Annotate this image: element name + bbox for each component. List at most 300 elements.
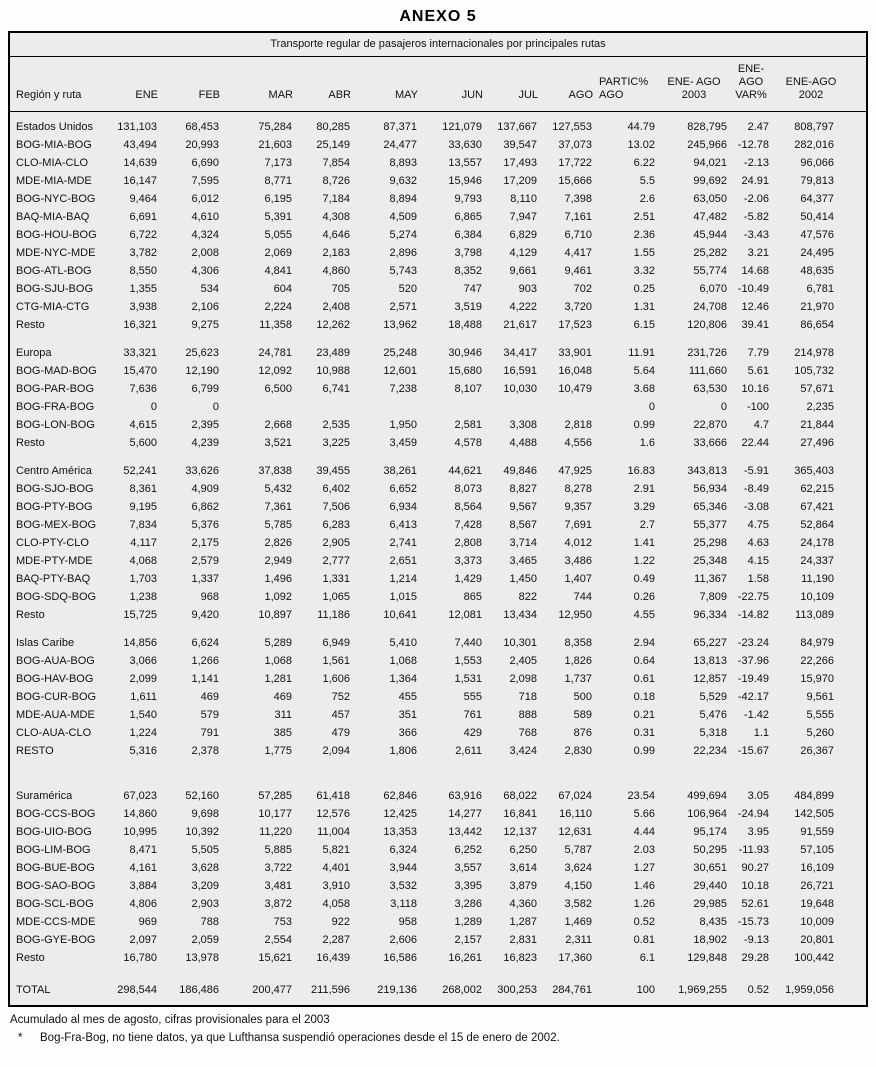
value-cell: 3,286 <box>454 898 482 910</box>
value-cell: 22,870 <box>693 419 727 431</box>
value-cell: 8,894 <box>389 193 417 205</box>
route-row <box>10 841 866 859</box>
value-cell: 8,771 <box>264 175 292 187</box>
value-cell: 4,860 <box>322 265 350 277</box>
value-cell: 39.41 <box>741 319 769 331</box>
value-cell: 52,160 <box>185 790 219 802</box>
value-cell: 17,493 <box>503 157 537 169</box>
value-cell: 3,557 <box>454 862 482 874</box>
route-label: BOG-SCL-BOG <box>16 898 94 910</box>
value-cell: 2,903 <box>191 898 219 910</box>
value-cell: 24,337 <box>800 555 834 567</box>
value-cell: 12,092 <box>258 365 292 377</box>
value-cell: 6,741 <box>322 383 350 395</box>
value-cell: 10,988 <box>316 365 350 377</box>
value-cell: 1,407 <box>564 573 592 585</box>
value-cell: 5,743 <box>389 265 417 277</box>
value-cell: 50,414 <box>800 211 834 223</box>
value-cell: 20,801 <box>800 934 834 946</box>
value-cell: 231,726 <box>687 347 727 359</box>
value-cell: 1,068 <box>264 655 292 667</box>
value-cell: 10,995 <box>123 826 157 838</box>
value-cell: 1,703 <box>129 573 157 585</box>
value-cell: 5,432 <box>264 483 292 495</box>
column-header-ene-ago-var%: ENE-AGO VAR% <box>730 57 772 112</box>
value-cell: 903 <box>518 283 537 295</box>
value-cell: 1,737 <box>564 673 592 685</box>
value-cell: 13,962 <box>383 319 417 331</box>
value-cell: 21,844 <box>800 419 834 431</box>
value-cell: 6,710 <box>564 229 592 241</box>
value-cell: 20,993 <box>185 139 219 151</box>
value-cell: 1,214 <box>389 573 417 585</box>
route-label: CLO-AUA-CLO <box>16 727 92 739</box>
value-cell: 3,519 <box>454 301 482 313</box>
route-row <box>10 570 866 588</box>
value-cell: -3.43 <box>743 229 769 241</box>
value-cell: 2,106 <box>191 301 219 313</box>
value-cell: 8,107 <box>454 383 482 395</box>
value-cell: 3,521 <box>264 437 292 449</box>
value-cell: 4,058 <box>322 898 350 910</box>
value-cell: 5,529 <box>699 691 727 703</box>
value-cell: -9.13 <box>743 934 769 946</box>
value-cell: 705 <box>331 283 350 295</box>
value-cell: 96,066 <box>800 157 834 169</box>
route-label: BOG-CUR-BOG <box>16 691 97 703</box>
value-cell: 7,184 <box>322 193 350 205</box>
route-row <box>10 190 866 208</box>
route-label: Islas Caribe <box>16 637 75 649</box>
value-cell: 12,262 <box>316 319 350 331</box>
value-cell: 6.1 <box>639 952 655 964</box>
value-cell: 15,970 <box>800 673 834 685</box>
value-cell: 3,782 <box>129 247 157 259</box>
value-cell: 33,321 <box>123 347 157 359</box>
value-cell: 21,603 <box>258 139 292 151</box>
value-cell: 14,277 <box>448 808 482 820</box>
value-cell: 11,186 <box>317 609 350 621</box>
value-cell: 105,732 <box>794 365 834 377</box>
value-cell: 2.51 <box>633 211 655 223</box>
value-cell: 29,985 <box>693 898 727 910</box>
footnotes <box>10 1011 868 1047</box>
value-cell: 0.52 <box>633 916 655 928</box>
value-cell: 1,561 <box>322 655 350 667</box>
value-cell: 3,481 <box>264 880 292 892</box>
value-cell: 10,392 <box>185 826 219 838</box>
value-cell: 16,841 <box>503 808 537 820</box>
table-header-row <box>10 57 866 112</box>
value-cell: 5.5 <box>639 175 655 187</box>
value-cell: 6,384 <box>454 229 482 241</box>
value-cell: 8,550 <box>129 265 157 277</box>
value-cell: 2.91 <box>633 483 655 495</box>
value-cell: 4,488 <box>509 437 537 449</box>
value-cell: 6,949 <box>322 637 350 649</box>
route-label: BOG-SJU-BOG <box>16 283 94 295</box>
value-cell: 5,787 <box>564 844 592 856</box>
value-cell: -37.96 <box>737 655 769 667</box>
value-cell: 62,215 <box>800 483 834 495</box>
route-row <box>10 416 866 434</box>
value-cell: 3,395 <box>454 880 482 892</box>
value-cell: 3,225 <box>322 437 350 449</box>
value-cell: 5,391 <box>264 211 292 223</box>
value-cell <box>353 398 420 416</box>
value-cell: 4,615 <box>129 419 157 431</box>
value-cell: 2,378 <box>191 745 219 757</box>
value-cell: 67,023 <box>123 790 157 802</box>
value-cell: 12,137 <box>503 826 537 838</box>
value-cell: 2.6 <box>639 193 655 205</box>
value-cell: 2,224 <box>264 301 292 313</box>
data-table <box>10 57 866 1005</box>
value-cell: 5.61 <box>747 365 769 377</box>
value-cell: 38,261 <box>383 465 417 477</box>
value-cell: 6,690 <box>191 157 219 169</box>
value-cell: 1,224 <box>129 727 157 739</box>
value-cell: 1.6 <box>639 437 655 449</box>
value-cell: 3,614 <box>509 862 537 874</box>
value-cell: 56,934 <box>693 483 727 495</box>
value-cell: 2,094 <box>322 745 350 757</box>
value-cell: 219,136 <box>377 984 417 996</box>
value-cell: 7,947 <box>509 211 537 223</box>
value-cell: 5,289 <box>264 637 292 649</box>
footnote-bog-fra <box>10 1029 868 1047</box>
value-cell: 16,110 <box>559 808 592 820</box>
value-cell: 753 <box>273 916 292 928</box>
value-cell: 29.28 <box>741 952 769 964</box>
value-cell: 13,434 <box>503 609 537 621</box>
value-cell: 4,012 <box>564 537 592 549</box>
value-cell: 4,222 <box>509 301 537 313</box>
value-cell: 10,177 <box>258 808 292 820</box>
route-label: BOG-UIO-BOG <box>16 826 92 838</box>
value-cell: -19.49 <box>737 673 769 685</box>
route-label: CLO-PTY-CLO <box>16 537 89 549</box>
value-cell: 30,946 <box>448 347 482 359</box>
route-label: BOG-PTY-BOG <box>16 501 93 513</box>
value-cell: 7,173 <box>264 157 292 169</box>
value-cell: 1,364 <box>389 673 417 685</box>
route-row <box>10 652 866 670</box>
value-cell: 10,897 <box>258 609 292 621</box>
value-cell <box>485 398 540 416</box>
section-gap <box>10 760 866 787</box>
value-cell: 11.91 <box>628 347 655 359</box>
value-cell: -2.13 <box>743 157 769 169</box>
value-cell: 23,489 <box>316 347 350 359</box>
route-label: Resto <box>16 437 45 449</box>
value-cell: 68,022 <box>503 790 537 802</box>
value-cell: 500 <box>573 691 592 703</box>
value-cell: 127,553 <box>552 121 592 133</box>
value-cell: 1.46 <box>633 880 655 892</box>
value-cell: 33,630 <box>448 139 482 151</box>
value-cell: 4,239 <box>191 437 219 449</box>
route-label: BOG-SAO-BOG <box>16 880 96 892</box>
value-cell: 7,398 <box>564 193 592 205</box>
value-cell: 21,617 <box>503 319 537 331</box>
value-cell: 9,698 <box>191 808 219 820</box>
value-cell: 5,318 <box>699 727 727 739</box>
section-gap <box>10 624 866 634</box>
value-cell: 7,691 <box>564 519 592 531</box>
value-cell: 61,418 <box>316 790 350 802</box>
value-cell: 4,308 <box>322 211 350 223</box>
value-cell: 67,421 <box>800 501 834 513</box>
value-cell: 17,523 <box>558 319 592 331</box>
value-cell: 12,081 <box>448 609 482 621</box>
value-cell: 4.75 <box>747 519 769 531</box>
route-row <box>10 316 866 334</box>
value-cell: -12.78 <box>737 139 769 151</box>
route-label: CTG-MIA-CTG <box>16 301 90 313</box>
route-label: BOG-NYC-BOG <box>16 193 96 205</box>
value-cell: 6,500 <box>264 383 292 395</box>
route-label: MDE-NYC-MDE <box>16 247 96 259</box>
value-cell: 22,266 <box>800 655 834 667</box>
value-cell: 15,680 <box>448 365 482 377</box>
route-label: BOG-HAV-BOG <box>16 673 94 685</box>
column-header-may: MAY <box>353 57 420 112</box>
value-cell: 6,283 <box>322 519 350 531</box>
route-label: BOG-FRA-BOG <box>16 401 95 413</box>
value-cell: 2,651 <box>389 555 417 567</box>
route-row <box>10 362 866 380</box>
value-cell: 3,582 <box>564 898 592 910</box>
value-cell: 7,595 <box>191 175 219 187</box>
value-cell: 2,311 <box>565 934 592 946</box>
value-cell: 52.61 <box>741 898 769 910</box>
value-cell: 2,830 <box>564 745 592 757</box>
value-cell: 11,367 <box>694 573 727 585</box>
value-cell: 284,761 <box>552 984 592 996</box>
value-cell: 0.26 <box>633 591 655 603</box>
route-row <box>10 805 866 823</box>
column-header-ene: ENE <box>110 57 160 112</box>
value-cell: 1.41 <box>633 537 655 549</box>
value-cell: 4,150 <box>564 880 592 892</box>
route-label: BAQ-MIA-BAQ <box>16 211 90 223</box>
value-cell: 4,556 <box>564 437 592 449</box>
value-cell: 12,190 <box>185 365 219 377</box>
value-cell: 12.46 <box>741 301 769 313</box>
value-cell: 2,741 <box>389 537 417 549</box>
value-cell: 1,969,255 <box>678 984 727 996</box>
gap-cell <box>10 760 866 787</box>
value-cell: 33,626 <box>185 465 219 477</box>
route-row <box>10 136 866 154</box>
value-cell: 13,978 <box>185 952 219 964</box>
column-header-abr: ABR <box>295 57 353 112</box>
value-cell: 9,195 <box>129 501 157 513</box>
value-cell: 13,442 <box>448 826 482 838</box>
route-label: BOG-CCS-BOG <box>16 808 96 820</box>
route-label: BOG-AUA-BOG <box>16 655 95 667</box>
value-cell: 3,872 <box>264 898 292 910</box>
value-cell: 14,856 <box>123 637 157 649</box>
value-cell: 3,209 <box>191 880 219 892</box>
value-cell: 300,253 <box>497 984 537 996</box>
value-cell: 111,660 <box>688 365 727 377</box>
column-header-partic%-ago: PARTIC% AGO <box>595 57 658 112</box>
value-cell: 865 <box>463 591 482 603</box>
value-cell: 1.58 <box>747 573 769 585</box>
value-cell: 37,838 <box>258 465 292 477</box>
value-cell: 5,885 <box>264 844 292 856</box>
value-cell: 455 <box>398 691 417 703</box>
value-cell: 6,252 <box>454 844 482 856</box>
value-cell: 457 <box>331 709 350 721</box>
value-cell: 68,453 <box>185 121 219 133</box>
value-cell: 9,632 <box>389 175 417 187</box>
route-row <box>10 877 866 895</box>
value-cell: 4,509 <box>389 211 417 223</box>
value-cell: 6,934 <box>389 501 417 513</box>
value-cell: 718 <box>518 691 537 703</box>
region-total-row <box>10 112 866 137</box>
value-cell: 6,195 <box>264 193 292 205</box>
value-cell: 0 <box>720 401 727 413</box>
value-cell: 6,413 <box>389 519 417 531</box>
gap-cell <box>10 967 866 981</box>
route-row <box>10 670 866 688</box>
value-cell: 3,910 <box>322 880 350 892</box>
value-cell: 2,831 <box>509 934 537 946</box>
value-cell: 10,030 <box>503 383 537 395</box>
value-cell: 429 <box>463 727 482 739</box>
value-cell: 90.27 <box>741 862 769 874</box>
value-cell: 351 <box>398 709 417 721</box>
value-cell: 8,110 <box>510 193 537 205</box>
value-cell: 25,248 <box>383 347 417 359</box>
value-cell: 15,666 <box>558 175 592 187</box>
value-cell: -42.17 <box>737 691 769 703</box>
value-cell: 16,109 <box>800 862 834 874</box>
value-cell: 21,970 <box>800 301 834 313</box>
value-cell: 3,459 <box>389 437 417 449</box>
value-cell: 469 <box>273 691 292 703</box>
value-cell: 0 <box>212 401 219 413</box>
value-cell: 1,806 <box>389 745 417 757</box>
value-cell: 62,846 <box>383 790 417 802</box>
value-cell: 8,564 <box>454 501 482 513</box>
value-cell: 3.05 <box>747 790 769 802</box>
value-cell: 1,065 <box>322 591 350 603</box>
value-cell: 11,190 <box>801 573 834 585</box>
value-cell: 47,482 <box>693 211 727 223</box>
value-cell: 131,103 <box>117 121 157 133</box>
route-label: MDE-CCS-MDE <box>16 916 96 928</box>
value-cell: 2,287 <box>322 934 350 946</box>
section-gap <box>10 452 866 462</box>
value-cell: 4.63 <box>747 537 769 549</box>
value-cell: 22.44 <box>741 437 769 449</box>
value-cell: 24,495 <box>800 247 834 259</box>
value-cell: 200,477 <box>252 984 292 996</box>
value-cell: 0 <box>150 401 157 413</box>
route-label: BOG-SDQ-BOG <box>16 591 97 603</box>
value-cell: 1,015 <box>389 591 417 603</box>
value-cell: -23.24 <box>737 637 769 649</box>
value-cell: 2,395 <box>191 419 219 431</box>
value-cell: 2,175 <box>191 537 219 549</box>
route-row <box>10 154 866 172</box>
value-cell: 1,950 <box>389 419 417 431</box>
value-cell: 24.91 <box>741 175 769 187</box>
value-cell: 744 <box>573 591 592 603</box>
value-cell: 499,694 <box>687 790 727 802</box>
value-cell: 1.55 <box>633 247 655 259</box>
value-cell: 788 <box>200 916 219 928</box>
value-cell: 366 <box>398 727 417 739</box>
value-cell: 1.26 <box>633 898 655 910</box>
value-cell: 7,440 <box>454 637 482 649</box>
value-cell: 6,624 <box>191 637 219 649</box>
value-cell: 95,174 <box>693 826 727 838</box>
value-cell: 5,260 <box>806 727 834 739</box>
route-label: MDE-AUA-MDE <box>16 709 95 721</box>
value-cell: 33,666 <box>693 437 727 449</box>
value-cell: 579 <box>200 709 219 721</box>
route-row <box>10 380 866 398</box>
value-cell: 3,938 <box>129 301 157 313</box>
value-cell: 24,708 <box>693 301 727 313</box>
value-cell: 14,860 <box>123 808 157 820</box>
value-cell: 8,893 <box>389 157 417 169</box>
value-cell: 1,959,056 <box>785 984 834 996</box>
value-cell: 958 <box>398 916 417 928</box>
value-cell: 12,425 <box>383 808 417 820</box>
value-cell: 4.7 <box>753 419 769 431</box>
page-title: ANEXO 5 <box>399 8 477 25</box>
value-cell: 2.36 <box>633 229 655 241</box>
value-cell: 2.03 <box>633 844 655 856</box>
value-cell: 2,818 <box>564 419 592 431</box>
route-row <box>10 298 866 316</box>
value-cell: 6,324 <box>389 844 417 856</box>
value-cell: 9,464 <box>129 193 157 205</box>
value-cell: 822 <box>518 591 537 603</box>
value-cell: 18,902 <box>693 934 727 946</box>
value-cell: 15,946 <box>448 175 482 187</box>
value-cell: 25,298 <box>693 537 727 549</box>
value-cell: 106,964 <box>687 808 727 820</box>
value-cell: 1,450 <box>509 573 537 585</box>
route-row <box>10 588 866 606</box>
value-cell: 828,795 <box>687 121 727 133</box>
value-cell: 19,648 <box>800 898 834 910</box>
value-cell: 298,544 <box>117 984 157 996</box>
value-cell: 6,781 <box>806 283 834 295</box>
value-cell: 16,591 <box>503 365 537 377</box>
value-cell: 534 <box>200 283 219 295</box>
value-cell: 14,639 <box>123 157 157 169</box>
value-cell: 555 <box>463 691 482 703</box>
value-cell: 7.79 <box>747 347 769 359</box>
region-total-row <box>10 462 866 480</box>
value-cell: 13,353 <box>383 826 417 838</box>
route-label: MDE-MIA-MDE <box>16 175 92 187</box>
value-cell: 3,944 <box>389 862 417 874</box>
value-cell <box>420 398 485 416</box>
value-cell: 1,092 <box>264 591 292 603</box>
route-row <box>10 398 866 416</box>
value-cell: 57,285 <box>258 790 292 802</box>
